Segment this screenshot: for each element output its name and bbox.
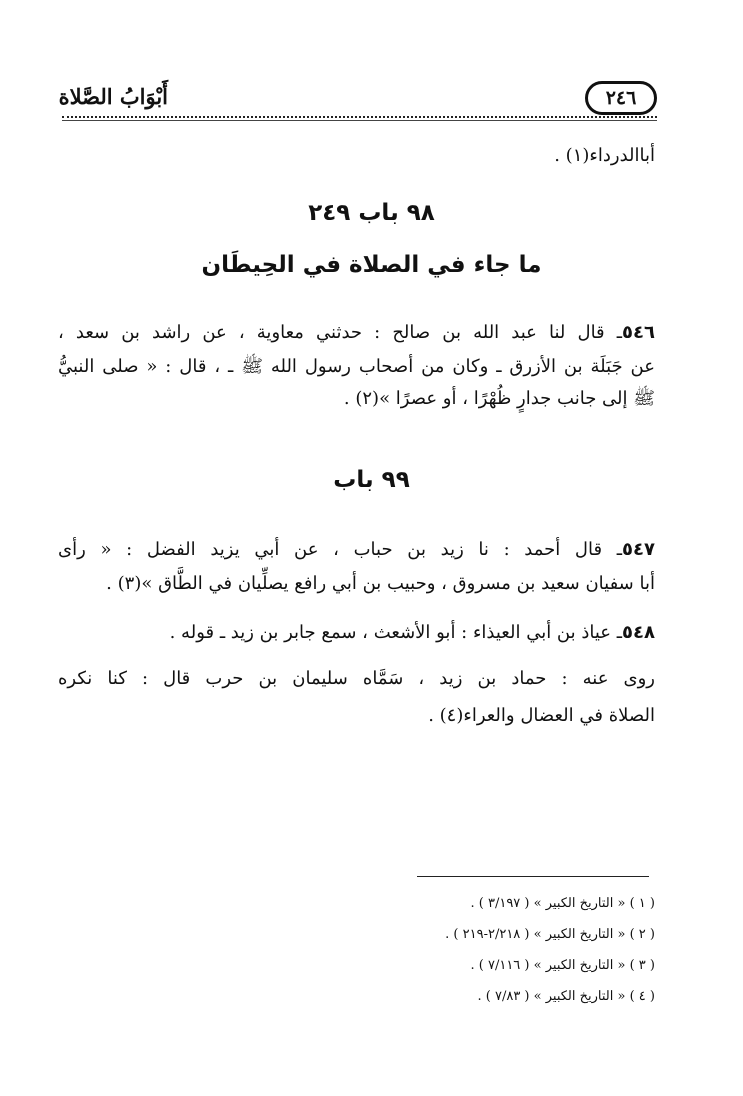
- hadith-547-line-2: أبا سفيان سعيد بن مسروق ، وحبيب بن أبي رافع يصلِّيان في الطَّاق »(٣) .: [106, 573, 655, 594]
- hadith-546-line-1: [58, 318, 655, 348]
- header-rule: [62, 120, 657, 121]
- hadith-number: ٥٤٦: [622, 322, 655, 343]
- hadith-text: ـ قال أحمد : نا زيد بن حباب ، عن أبي يزيد الفضل : « رأى: [58, 539, 623, 560]
- footnote-4: ( ٤ ) « التاريخ الكبير » ( ٧/٨٣ ) .: [477, 989, 655, 1004]
- hadith-547-line-1: [58, 535, 655, 565]
- hadith-546-line-3: ﷺ إلى جانب جدارٍ ظُهْرًا ، أو عصرًا »(٢) .: [343, 388, 655, 409]
- footnote-separator: [417, 876, 649, 877]
- hadith-546-line-2: عن جَبَلَة بن الأزرق ـ وكان من أصحاب رسول الله ﷺ ـ ، قال : « صلى النبيُّ: [58, 356, 655, 377]
- chapter-heading-98: ٩٨ باب ٢٤٩: [308, 200, 435, 226]
- hadith-548-line-1: [170, 618, 655, 648]
- hadith-text: ـ عياذ بن أبي العيذاء : أبو الأشعث ، سمع جابر بن زيد ـ قوله .: [169, 622, 623, 643]
- hadith-number: ٥٤٧: [622, 539, 655, 560]
- hadith-number: ٥٤٨: [622, 622, 655, 643]
- header-dotted-rule: [62, 116, 657, 118]
- footnote-1: ( ١ ) « التاريخ الكبير » ( ٣/١٩٧ ) .: [470, 896, 655, 911]
- hadith-text: ـ قال لنا عبد الله بن صالح : حدثني معاوية ، عن راشد بن سعد ،: [58, 322, 623, 343]
- continuation-line: أباالدرداء(١) .: [554, 145, 655, 166]
- footnote-3: ( ٣ ) « التاريخ الكبير » ( ٧/١١٦ ) .: [470, 958, 655, 973]
- page-number-badge: ٢٤٦: [585, 81, 657, 115]
- hadith-548-line-2: روى عنه : حماد بن زيد ، سَمَّاه سليمان بن حرب قال : كنا نكره: [58, 668, 655, 689]
- footnote-2: ( ٢ ) « التاريخ الكبير » ( ٢/٢١٨-٢١٩ ) .: [445, 927, 655, 942]
- hadith-548-line-3: الصلاة في العضال والعراء(٤) .: [428, 705, 655, 726]
- running-header-title: أَبْوَابُ الصَّلاة: [58, 84, 168, 109]
- chapter-heading-99: ٩٩ باب: [333, 467, 410, 493]
- chapter-title-98: ما جاء في الصلاة في الحِيطَان: [201, 252, 542, 278]
